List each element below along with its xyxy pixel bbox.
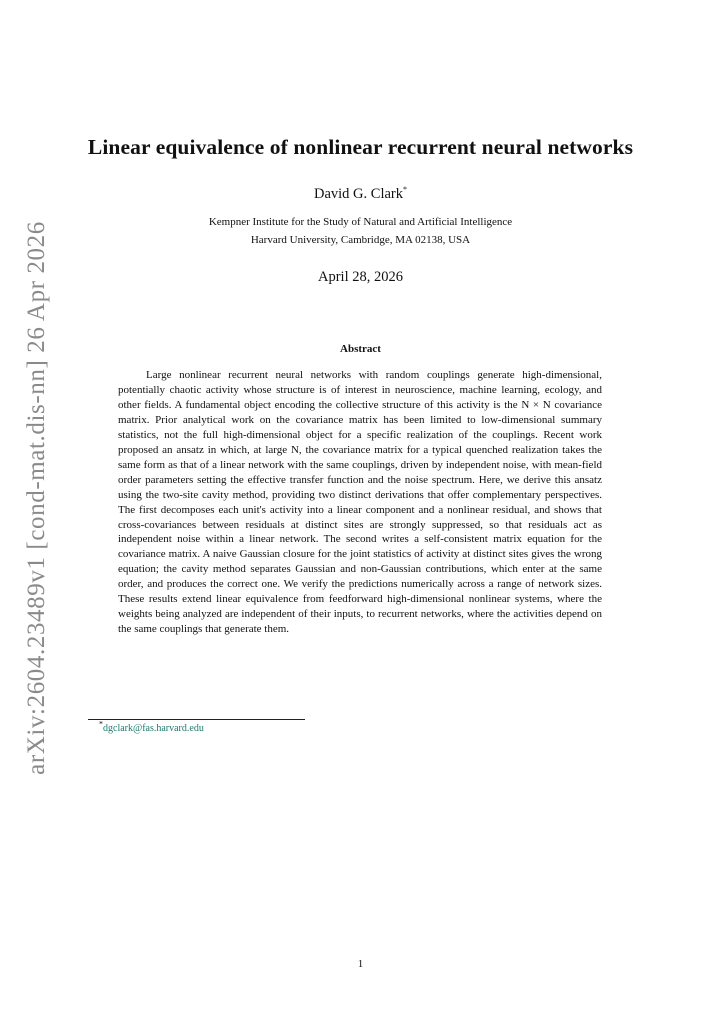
arxiv-sidebar	[17, 221, 57, 775]
abstract-heading: Abstract	[340, 343, 381, 355]
affiliation-line-2: Harvard University, Cambridge, MA 02138, USA	[250, 234, 471, 246]
paper-date: April 28, 2026	[318, 269, 403, 285]
author-email-link[interactable]: dgclark@fas.harvard.edu	[103, 723, 204, 734]
affiliation-line-1: Kempner Institute for the Study of Natural and Artificial Intelligence	[208, 216, 513, 228]
paper-title: Linear equivalence of nonlinear recurrent neural networks	[87, 135, 634, 159]
author-footnote-mark[interactable]: *	[403, 185, 407, 195]
footnote-mark: *	[99, 719, 103, 729]
arxiv-identifier: arXiv:2604.23489v1 [cond-mat.dis-nn] 26 Apr 2026	[23, 221, 51, 775]
author-line	[0, 186, 721, 203]
abstract-body: Large nonlinear recurrent neural networks with random couplings generate high-dimensional, potentially chaotic activity whose structure is of interest in neuroscience, machine learning, ecology, and other fields. A fundamental object encoding the collective structure of this activity is the N × N covariance matrix. Prior analytical work on the covariance matrix has been limited to low-dimensional summary statistics, not the full high-dimensional object for a specific realization of the couplings. Recent work proposed an ansatz in which, at large N, the covariance matrix for a typical quenched realization takes the same form as that of a linear network with the same couplings, driven by independent noise, with mean-field order parameters setting the effective transfer function and the noise spectrum. Here, we derive this ansatz using the two-site cavity method, providing two distinct derivations that offer complementary perspectives. The first decomposes each unit's activity into a linear component and a nonlinear residual, and shows that cross-covariances between residuals at distinct sites are strongly suppressed, so that residuals act as independent noise within a linear network. The second writes a self-consistent matrix equation for the covariance matrix. A naive Gaussian closure for the joint statistics of activity at distinct sites gives the wrong equation; the cavity method separates Gaussian and non-Gaussian contributions, which enter at the same order, and produces the correct one. We verify the predictions numerically across a range of network sizes. These results extend linear equivalence from feedforward high-dimensional nonlinear systems, where the weights being analyzed are independent of their inputs, to recurrent networks, where the activities depend on the same couplings that generate them.	[118, 369, 602, 636]
footnote	[99, 719, 204, 734]
footnote-divider	[88, 719, 305, 720]
page-number: 1	[357, 958, 364, 970]
author-name: David G. Clark	[314, 186, 403, 202]
